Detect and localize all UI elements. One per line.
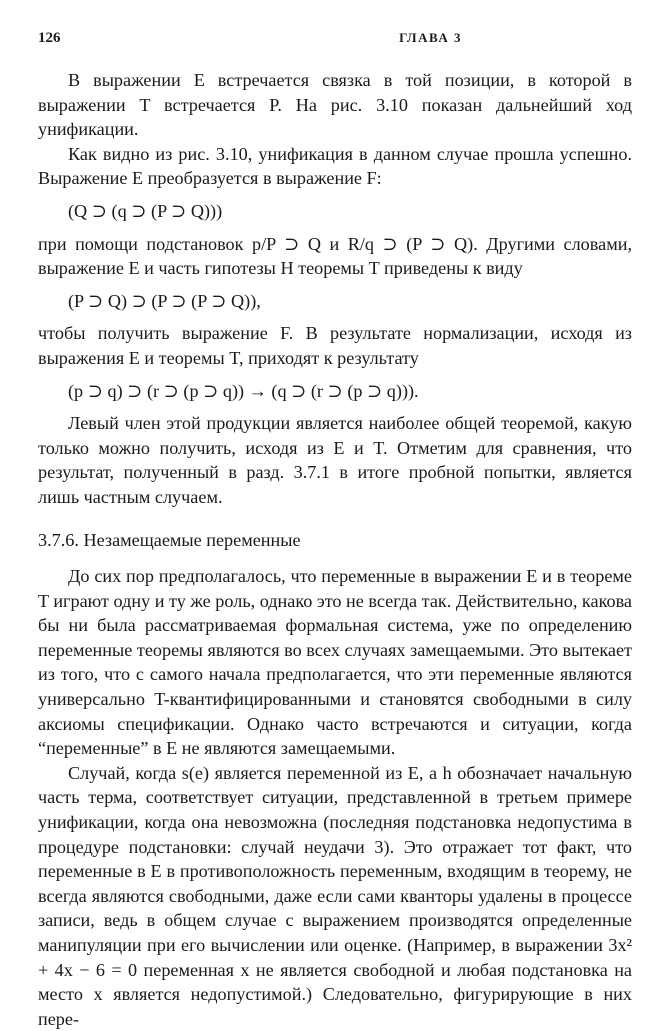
page-header	[38, 30, 632, 60]
formula: (Q ⊃ (q ⊃ (P ⊃ Q)))	[68, 200, 223, 221]
page-body	[38, 60, 632, 1031]
paragraph: Как видно из рис. 3.10, унификация в данном случае прошла успешно. Выражение E преобразуется в выражение F:	[38, 143, 632, 189]
chapter-title: ГЛАВА 3	[399, 30, 462, 45]
paragraph: В выражении E встречается связка в той позиции, в которой в выражении T встречается P. На рис. 3.10 показан дальнейший ход унификации.	[38, 70, 632, 140]
formula: (P ⊃ Q) ⊃ (P ⊃ (P ⊃ Q)),	[68, 290, 261, 311]
paragraph: До сих пор предполагалось, что переменные в выражении E и в теореме T играют одну и ту же роль, однако это не всегда так. Действительно, какова бы ни была рассматриваемая формальная система, уже по определению переменные теоремы являются во всех случаях замещаемыми. Это вытекает из того, что с самого начала предполагается, что эти переменные являются универсально T-квантифицированными и становятся свободными в силу аксиомы спецификации. Однако часто встречаются и ситуации, когда “переменные” в E не являются замещаемыми.	[38, 566, 632, 759]
page-number: 126	[38, 30, 61, 46]
paragraph: Случай, когда s(e) является переменной из E, а h обозначает начальную часть терма, соответствует ситуации, представленной в третьем примере унификации, когда она невозможна (последняя подстановка недопустима в процедуре подстановки: случай неудачи 3). Это отражает тот факт, что переменные в E в противоположность переменным, входящим в теорему, не всегда являются свободными, даже если сами кванторы удалены в процессе записи, ведь в общем случае с выражением производятся определенные манипуляции при его вычислении или оценке. (Например, в выражении 3x² + 4x − 6 = 0 переменная x не является свободной и любая подстановка на место x является недопустимой.) Следовательно, фигурирующие в них пере-	[38, 762, 632, 1029]
paragraph: чтобы получить выражение F. В результате нормализации, исходя из выражения E и теоремы T, приходят к результату	[38, 323, 632, 368]
formula: (p ⊃ q) ⊃ (r ⊃ (p ⊃ q)) → (q ⊃ (r ⊃ (p ⊃ q))).	[68, 380, 419, 401]
paragraph: Левый член этой продукции является наиболее общей теоремой, какую только можно получить, исходя из E и T. Отметим для сравнения, что результат, полученный в разд. 3.7.1 в итоге пробной попытки, является лишь частным случаем.	[38, 413, 632, 507]
section-heading: 3.7.6. Незамещаемые переменные	[38, 529, 301, 550]
paragraph: при помощи подстановок p/P ⊃ Q и R/q ⊃ (P ⊃ Q). Другими словами, выражение E и часть гипотезы H теоремы T приведены к виду	[38, 233, 632, 279]
